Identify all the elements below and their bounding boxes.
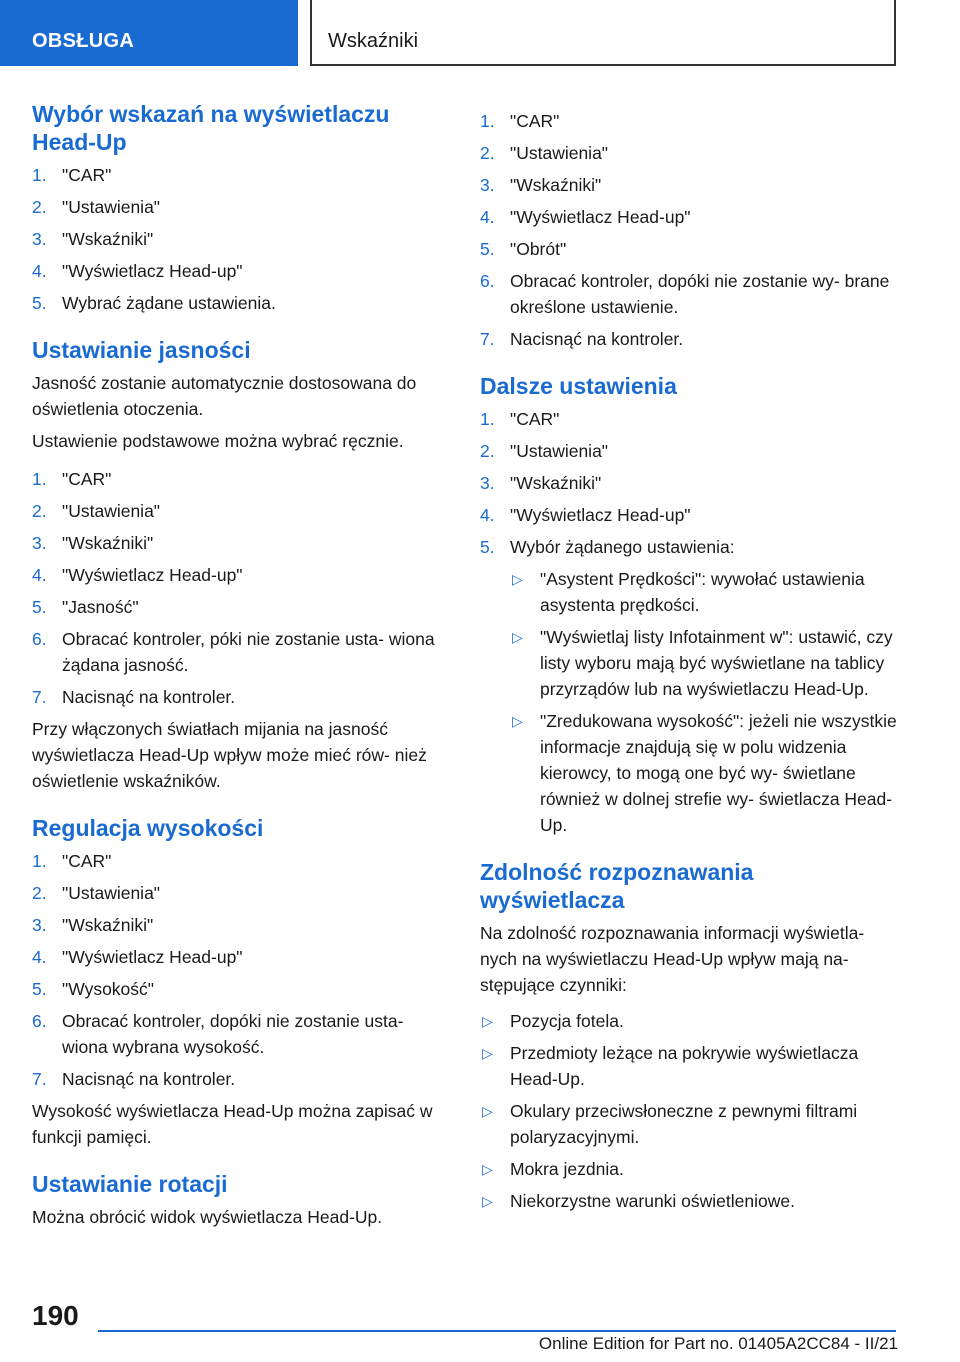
heading-head-up-selection: Wybór wskazań na wyświetlaczu Head-Up [32,101,390,155]
edition-note: Online Edition for Part no. 01405A2CC84 - II/21 [538,1334,898,1353]
header-section-tab [0,0,298,66]
list-item: 1. "CAR" [32,851,112,871]
steps-brightness [32,466,452,710]
triangle-bullet-icon: ▷ [512,629,523,645]
list-item: 5. "Obrót" [480,239,567,259]
heading-more-settings: Dalsze ustawienia [480,373,677,399]
triangle-bullet-icon: ▷ [482,1013,493,1029]
paragraph: Jasność zostanie automatycznie dostosowana do oświetlenia otoczenia. [32,373,417,419]
steps-head-up-selection [32,162,452,316]
list-item: 4. "Wyświetlacz Head-up" [480,505,691,525]
list-item: ▷ Pozycja fotela. [480,1008,904,1034]
paragraph: Można obrócić widok wyświetlacza Head-Up. [32,1207,383,1227]
triangle-bullet-icon: ▷ [482,1193,493,1209]
list-item: 6. Obracać kontroler, dopóki nie zostanie wy- brane określone ustawienie. [480,271,890,317]
steps-rotation [480,108,904,352]
steps-more-settings [480,406,904,838]
triangle-bullet-icon: ▷ [482,1161,493,1177]
page-number: 190 [32,1300,79,1331]
heading-brightness: Ustawianie jasności [32,337,251,363]
header-chapter-box [310,0,896,66]
list-item: 7. Nacisnąć na kontroler. [32,1069,236,1089]
list-item: ▷ "Asystent Prędkości": wywołać ustawienia asystenta prędkości. [510,566,904,618]
header-section-label: OBSŁUGA [32,30,135,52]
list-item: 1. "CAR" [32,469,112,489]
list-item: 3. "Wskaźniki" [480,473,602,493]
list-item: ▷ Okulary przeciwsłoneczne z pewnymi filtrami polaryzacyjnymi. [480,1098,904,1150]
list-item: 4. "Wyświetlacz Head-up" [32,565,243,585]
list-item: ▷ "Zredukowana wysokość": jeżeli nie wszystkie informacje znajdują się w polu widzenia kierowcy, to mogą one być wy- świetlane również w dolnej strefie wy- świetlacza Head-Up. [510,708,904,838]
list-item: 1. "CAR" [32,165,112,185]
triangle-bullet-icon: ▷ [482,1103,493,1119]
list-item: 6. Obracać kontroler, dopóki nie zostanie usta- wiona wybrana wysokość. [32,1011,404,1057]
list-item: 2. "Ustawienia" [480,143,609,163]
paragraph: Wysokość wyświetlacza Head-Up można zapisać w funkcji pamięci. [32,1101,433,1147]
list-item: ▷ Mokra jezdnia. [480,1156,904,1182]
list-item: 4. "Wyświetlacz Head-up" [32,947,243,967]
list-item: 4. "Wyświetlacz Head-up" [32,261,243,281]
right-column [480,108,904,1220]
sub-options-list [510,566,904,838]
list-item: 7. Nacisnąć na kontroler. [32,687,236,707]
list-item: 7. Nacisnąć na kontroler. [480,329,684,349]
left-column [32,100,452,1236]
triangle-bullet-icon: ▷ [512,571,523,587]
list-item: 2. "Ustawienia" [480,441,609,461]
list-item: ▷ Przedmioty leżące na pokrywie wyświetlacza Head-Up. [480,1040,904,1092]
triangle-bullet-icon: ▷ [482,1045,493,1061]
list-item: 5. "Wysokość" [32,979,155,999]
list-item: 5. Wybrać żądane ustawienia. [32,293,276,313]
footer-divider [98,1330,896,1332]
list-item: 5. "Jasność" [32,597,139,617]
list-item: 2. "Ustawienia" [32,197,161,217]
paragraph: Ustawienie podstawowe można wybrać ręcznie. [32,431,404,451]
list-item: ▷ "Wyświetlaj listy Infotainment w": ustawić, czy listy wyboru mają być wyświetlane na tablicy przyrządów lub na wyświetlaczu Head-Up. [510,624,904,702]
list-item: 6. Obracać kontroler, póki nie zostanie usta- wiona żądana jasność. [32,629,435,675]
heading-rotation: Ustawianie rotacji [32,1171,228,1197]
paragraph: Na zdolność rozpoznawania informacji wyświetla- nych na wyświetlaczu Head-Up wpływ mają na- stępujące czynniki: [480,923,865,995]
list-item: 2. "Ustawienia" [32,501,161,521]
triangle-bullet-icon: ▷ [512,713,523,729]
list-item: 3. "Wskaźniki" [32,533,154,553]
list-item: 1. "CAR" [480,409,560,429]
list-item: 3. "Wskaźniki" [32,229,154,249]
heading-height: Regulacja wysokości [32,815,264,841]
paragraph: Przy włączonych światłach mijania na jasność wyświetlacza Head-Up wpływ może mieć rów- nież oświetlenie wskaźników. [32,719,427,791]
list-item: 3. "Wskaźniki" [32,915,154,935]
list-item: 3. "Wskaźniki" [480,175,602,195]
steps-height [32,848,452,1092]
heading-readability: Zdolność rozpoznawania wyświetlacza [480,859,754,913]
list-item: ▷ Niekorzystne warunki oświetleniowe. [480,1188,904,1214]
list-item: 4. "Wyświetlacz Head-up" [480,207,691,227]
header-chapter-label: Wskaźniki [328,30,419,52]
list-item: 1. "CAR" [480,111,560,131]
list-item: 5. Wybór żądanego ustawienia: ▷ "Asystent Prędkości": wywołać ustawienia asystenta prędkości. ▷ "Wyświetlaj listy Infotainment w": ustawić, czy listy wyboru mają być wyświetlane na tablicy przyrządów lub na wyświetlaczu Head-Up. ▷ "Zredukowana wysokość": jeżeli nie wszystkie informacje znajdują się w polu widzenia kierowcy, to mogą one być wy- świetlane również w dolnej strefie wy- świetlacza Head-Up. [480,534,904,838]
readability-factors-list [480,1008,904,1214]
list-item: 2. "Ustawienia" [32,883,161,903]
